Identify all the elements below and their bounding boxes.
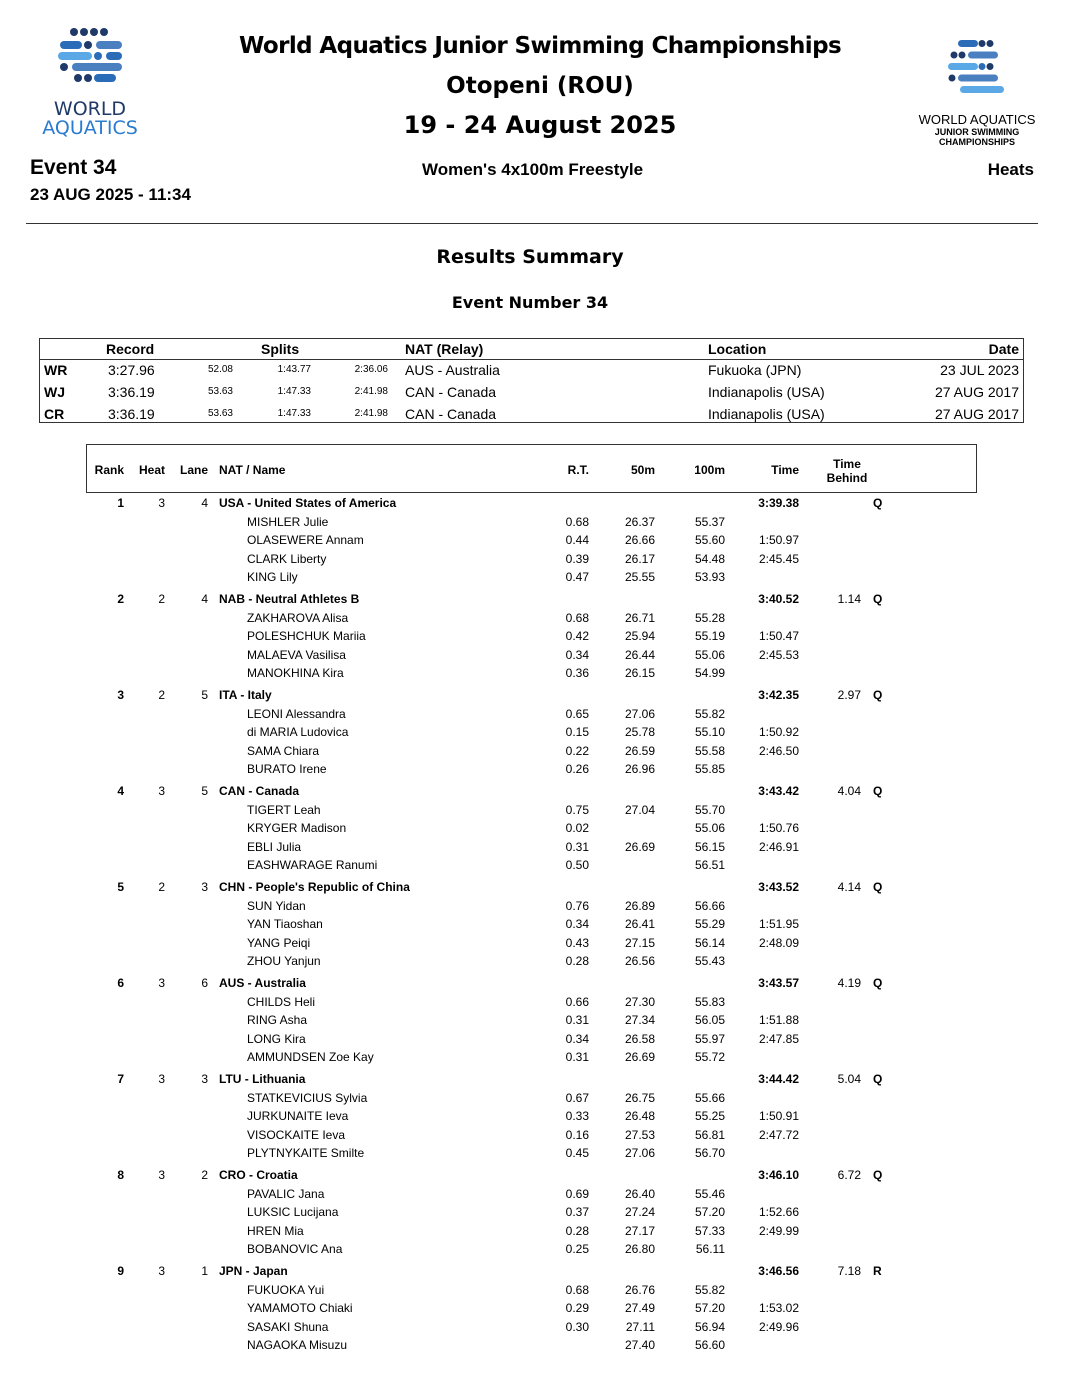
swimmer-cumulative-time: 2:46.91 bbox=[758, 839, 799, 854]
swimmer-rt: 0.31 bbox=[565, 1050, 589, 1065]
record-nat: AUS - Australia bbox=[405, 362, 500, 378]
team-lane: 1 bbox=[201, 1264, 208, 1278]
swimmer-name: BURATO Irene bbox=[247, 762, 327, 777]
swimmer-50m: 27.06 bbox=[624, 1146, 655, 1161]
swimmer-name: YANG Peiqi bbox=[247, 935, 311, 950]
event-name: Women's 4x100m Freestyle bbox=[421, 160, 644, 179]
swimmer-name: PLYTNYKAITE Smilte bbox=[247, 1146, 365, 1161]
swimmer-name: OLASEWERE Annam bbox=[247, 533, 364, 548]
record-split-1: 53.63 bbox=[207, 386, 233, 397]
swimmer-rt: 0.28 bbox=[565, 1223, 589, 1238]
swimmer-50m: 26.76 bbox=[624, 1283, 655, 1297]
junior-championships-logo-icon bbox=[900, 38, 1054, 102]
swimmer-100m: 56.51 bbox=[694, 858, 725, 873]
swimmer-rt: 0.50 bbox=[565, 858, 589, 873]
swimmer-100m: 55.46 bbox=[694, 1187, 725, 1201]
team-rank: 6 bbox=[117, 976, 124, 990]
record-split-1: 52.08 bbox=[207, 364, 233, 375]
swimmer-name: PAVALIC Jana bbox=[247, 1187, 325, 1201]
swimmer-100m: 55.85 bbox=[694, 762, 725, 777]
swimmer-50m: 27.24 bbox=[624, 1205, 655, 1220]
team-heat: 3 bbox=[158, 976, 165, 990]
team-nat: CRO - Croatia bbox=[219, 1168, 298, 1182]
record-location: Indianapolis (USA) bbox=[708, 384, 825, 400]
swimmer-50m: 26.17 bbox=[624, 551, 655, 566]
swimmer-name: CHILDS Heli bbox=[247, 995, 316, 1009]
swimmer-100m: 56.66 bbox=[694, 899, 725, 913]
swimmer-50m: 26.15 bbox=[624, 666, 655, 681]
world-aquatics-logo-icon bbox=[28, 26, 152, 88]
record-location: Fukuoka (JPN) bbox=[708, 362, 802, 378]
records-header-location: Location bbox=[708, 341, 767, 357]
swimmer-rt: 0.33 bbox=[565, 1109, 589, 1124]
team-time-behind: 6.72 bbox=[837, 1168, 861, 1182]
swimmer-name: STATKEVICIUS Sylvia bbox=[247, 1091, 368, 1105]
records-header-record: Record bbox=[106, 341, 155, 357]
swimmer-50m: 27.06 bbox=[624, 707, 655, 721]
swimmer-cumulative-time: 2:48.09 bbox=[758, 935, 799, 950]
swimmer-rt: 0.36 bbox=[565, 666, 589, 681]
swimmer-cumulative-time: 2:49.96 bbox=[758, 1319, 799, 1334]
logo-word-2: AQUATICS bbox=[42, 117, 138, 139]
championship-title: World Aquatics Junior Swimming Championships bbox=[238, 33, 842, 59]
swimmer-rt: 0.31 bbox=[565, 1013, 589, 1028]
swimmer-rt: 0.26 bbox=[565, 762, 589, 777]
swimmer-rt: 0.34 bbox=[565, 917, 589, 932]
record-date: 27 AUG 2017 bbox=[934, 384, 1019, 400]
record-split-1: 53.63 bbox=[207, 408, 233, 419]
swimmer-50m: 27.30 bbox=[624, 995, 655, 1009]
swimmer-100m: 55.06 bbox=[694, 647, 725, 662]
team-nat: AUS - Australia bbox=[219, 976, 306, 990]
swimmer-cumulative-time: 2:47.85 bbox=[758, 1031, 799, 1046]
swimmer-name: YAMAMOTO Chiaki bbox=[247, 1301, 353, 1316]
record-location: Indianapolis (USA) bbox=[708, 406, 825, 422]
swimmer-100m: 54.99 bbox=[694, 666, 725, 681]
record-nat: CAN - Canada bbox=[405, 406, 497, 422]
swimmer-rt: 0.68 bbox=[565, 611, 589, 625]
swimmer-50m: 27.49 bbox=[624, 1301, 655, 1316]
swimmer-rt: 0.66 bbox=[565, 995, 589, 1009]
swimmer-name: HREN Mia bbox=[247, 1223, 304, 1238]
swimmer-100m: 55.60 bbox=[694, 533, 725, 548]
swimmer-50m: 26.40 bbox=[624, 1187, 655, 1201]
swimmer-cumulative-time: 1:52.66 bbox=[758, 1205, 799, 1220]
swimmer-name: LONG Kira bbox=[247, 1031, 306, 1046]
team-rank: 7 bbox=[117, 1072, 124, 1086]
swimmer-50m: 26.59 bbox=[624, 743, 655, 758]
swimmer-rt: 0.34 bbox=[565, 647, 589, 662]
team-heat: 2 bbox=[158, 592, 165, 606]
results-summary-title: Results Summary bbox=[436, 246, 624, 268]
swimmer-100m: 55.58 bbox=[694, 743, 725, 758]
record-nat: CAN - Canada bbox=[405, 384, 497, 400]
swimmer-rt: 0.22 bbox=[565, 743, 589, 758]
team-rank: 4 bbox=[117, 784, 124, 798]
team-nat: CHN - People's Republic of China bbox=[219, 880, 410, 894]
team-qualifier: Q bbox=[873, 592, 883, 606]
swimmer-name: YAN Tiaoshan bbox=[247, 917, 323, 932]
swimmer-100m: 55.19 bbox=[694, 629, 725, 644]
swimmer-cumulative-time: 1:50.92 bbox=[758, 725, 799, 740]
swimmer-100m: 53.93 bbox=[694, 570, 725, 585]
team-time-behind: 2.97 bbox=[837, 688, 861, 702]
swimmer-name: NAGAOKA Misuzu bbox=[247, 1338, 348, 1353]
records-header-divider bbox=[40, 359, 1024, 360]
swimmer-50m: 27.15 bbox=[624, 935, 655, 950]
team-nat: NAB - Neutral Athletes B bbox=[219, 592, 360, 606]
swimmer-50m: 25.78 bbox=[624, 725, 655, 740]
swimmer-rt: 0.45 bbox=[565, 1146, 589, 1161]
swimmer-name: EBLI Julia bbox=[247, 839, 302, 854]
swimmer-name: KRYGER Madison bbox=[247, 821, 347, 836]
swimmer-name: MANOKHINA Kira bbox=[247, 666, 344, 681]
team-lane: 4 bbox=[201, 496, 208, 510]
swimmer-rt: 0.43 bbox=[565, 935, 589, 950]
swimmer-100m: 56.14 bbox=[694, 935, 725, 950]
team-nat: CAN - Canada bbox=[219, 784, 300, 798]
swimmer-100m: 56.60 bbox=[694, 1338, 725, 1353]
header-rt: R.T. bbox=[567, 463, 589, 477]
team-rank: 2 bbox=[117, 592, 124, 606]
swimmer-50m: 26.66 bbox=[624, 533, 655, 548]
header-time: Time bbox=[771, 463, 799, 477]
swimmer-100m: 56.15 bbox=[694, 839, 725, 854]
swimmer-rt: 0.69 bbox=[565, 1187, 589, 1201]
header-lane: Lane bbox=[179, 463, 208, 477]
swimmer-cumulative-time: 1:51.88 bbox=[758, 1013, 799, 1028]
record-date: 27 AUG 2017 bbox=[934, 406, 1019, 422]
team-nat: USA - United States of America bbox=[219, 496, 397, 510]
team-heat: 3 bbox=[158, 784, 165, 798]
swimmer-50m: 26.89 bbox=[624, 899, 655, 913]
swimmer-cumulative-time: 2:49.99 bbox=[758, 1223, 799, 1238]
team-time-behind: 4.14 bbox=[837, 880, 861, 894]
header-time-behind-2: Behind bbox=[826, 471, 868, 485]
team-time: 3:46.56 bbox=[758, 1264, 799, 1278]
swimmer-100m: 57.20 bbox=[694, 1301, 725, 1316]
swimmer-name: di MARIA Ludovica bbox=[247, 725, 349, 740]
team-heat: 2 bbox=[158, 880, 165, 894]
swimmer-50m: 26.80 bbox=[624, 1242, 655, 1257]
swimmer-name: LEONI Alessandra bbox=[247, 707, 346, 721]
team-time-behind: 1.14 bbox=[837, 592, 861, 606]
team-nat: JPN - Japan bbox=[219, 1264, 288, 1278]
swimmer-100m: 56.11 bbox=[695, 1242, 725, 1257]
record-time: 3:36.19 bbox=[108, 406, 155, 422]
record-code: CR bbox=[44, 406, 65, 422]
swimmer-cumulative-time: 2:45.53 bbox=[758, 647, 799, 662]
swimmer-100m: 56.94 bbox=[694, 1319, 725, 1334]
team-time-behind: 5.04 bbox=[837, 1072, 861, 1086]
team-time-behind: 4.04 bbox=[837, 784, 861, 798]
swimmer-100m: 55.97 bbox=[694, 1031, 725, 1046]
swimmer-50m: 26.69 bbox=[624, 1050, 655, 1065]
swimmer-100m: 56.70 bbox=[694, 1146, 725, 1161]
swimmer-50m: 26.58 bbox=[624, 1031, 655, 1046]
swimmer-name: LUKSIC Lucijana bbox=[247, 1205, 339, 1220]
team-time: 3:43.42 bbox=[758, 784, 799, 798]
swimmer-100m: 54.48 bbox=[694, 551, 725, 566]
team-lane: 6 bbox=[201, 976, 208, 990]
team-qualifier: Q bbox=[873, 784, 883, 798]
swimmer-50m: 27.40 bbox=[624, 1338, 655, 1353]
header-100m: 100m bbox=[694, 463, 725, 477]
swimmer-100m: 55.29 bbox=[694, 917, 725, 932]
record-time: 3:27.96 bbox=[108, 362, 155, 378]
swimmer-50m: 26.75 bbox=[624, 1091, 655, 1105]
team-lane: 4 bbox=[201, 592, 208, 606]
swimmer-50m: 26.96 bbox=[624, 762, 655, 777]
record-split-2: 1:47.33 bbox=[277, 386, 311, 397]
swimmer-100m: 57.33 bbox=[694, 1223, 725, 1238]
swimmer-rt: 0.42 bbox=[565, 629, 589, 644]
swimmer-name: SAMA Chiara bbox=[247, 743, 320, 758]
record-split-3: 2:41.98 bbox=[354, 408, 388, 419]
swimmer-50m: 26.56 bbox=[624, 954, 655, 969]
records-header-date: Date bbox=[988, 341, 1019, 357]
swimmer-50m: 27.34 bbox=[624, 1013, 655, 1028]
team-time: 3:44.42 bbox=[758, 1072, 799, 1086]
event-datetime: 23 AUG 2025 - 11:34 bbox=[30, 185, 191, 204]
team-lane: 5 bbox=[201, 784, 208, 798]
swimmer-rt: 0.28 bbox=[565, 954, 589, 969]
swimmer-50m: 27.17 bbox=[624, 1223, 655, 1238]
header-rank: Rank bbox=[94, 463, 124, 477]
swimmer-100m: 57.20 bbox=[694, 1205, 725, 1220]
team-rank: 8 bbox=[117, 1168, 124, 1182]
swimmer-rt: 0.68 bbox=[565, 1283, 589, 1297]
team-lane: 2 bbox=[201, 1168, 208, 1182]
swimmer-50m: 26.37 bbox=[624, 515, 655, 529]
team-heat: 3 bbox=[158, 496, 165, 510]
record-split-2: 1:43.77 bbox=[277, 364, 311, 375]
swimmer-name: AMMUNDSEN Zoe Kay bbox=[247, 1050, 374, 1065]
swimmer-cumulative-time: 1:50.76 bbox=[758, 821, 799, 836]
team-qualifier: Q bbox=[873, 880, 883, 894]
record-split-3: 2:36.06 bbox=[354, 364, 388, 375]
swimmer-100m: 55.06 bbox=[694, 821, 725, 836]
swimmer-name: MALAEVA Vasilisa bbox=[247, 647, 346, 662]
header-time-behind-1: Time bbox=[833, 457, 861, 471]
swimmer-name: RING Asha bbox=[247, 1013, 308, 1028]
swimmer-100m: 55.66 bbox=[694, 1091, 725, 1105]
swimmer-rt: 0.25 bbox=[565, 1242, 589, 1257]
swimmer-100m: 55.70 bbox=[694, 803, 725, 817]
team-heat: 3 bbox=[158, 1072, 165, 1086]
swimmer-cumulative-time: 2:45.45 bbox=[758, 551, 799, 566]
swimmer-cumulative-time: 1:50.47 bbox=[758, 629, 799, 644]
swimmer-rt: 0.02 bbox=[565, 821, 589, 836]
record-date: 23 JUL 2023 bbox=[940, 362, 1019, 378]
team-heat: 3 bbox=[158, 1168, 165, 1182]
venue-title: Otopeni (ROU) bbox=[446, 73, 634, 99]
swimmer-name: POLESHCHUK Mariia bbox=[247, 629, 366, 644]
swimmer-cumulative-time: 2:47.72 bbox=[758, 1127, 799, 1142]
swimmer-100m: 55.82 bbox=[694, 707, 725, 721]
swimmer-50m: 26.41 bbox=[624, 917, 655, 932]
team-heat: 3 bbox=[158, 1264, 165, 1278]
team-time-behind: 7.18 bbox=[837, 1264, 861, 1278]
swimmer-rt: 0.37 bbox=[565, 1205, 589, 1220]
logo-word-1: WORLD bbox=[53, 98, 127, 120]
swimmer-cumulative-time: 1:50.97 bbox=[758, 533, 799, 548]
team-lane: 3 bbox=[201, 1072, 208, 1086]
swimmer-rt: 0.76 bbox=[565, 899, 589, 913]
team-qualifier: Q bbox=[873, 1168, 883, 1182]
swimmer-100m: 55.82 bbox=[694, 1283, 725, 1297]
team-qualifier: Q bbox=[873, 688, 883, 702]
logo-right-word-1: WORLD AQUATICS bbox=[918, 112, 1036, 127]
event-number-line: Event Number 34 bbox=[451, 293, 609, 312]
swimmer-100m: 55.28 bbox=[694, 611, 725, 625]
swimmer-100m: 55.25 bbox=[694, 1109, 725, 1124]
records-header-nat: NAT (Relay) bbox=[405, 341, 484, 357]
logo-right-word-3: CHAMPIONSHIPS bbox=[938, 137, 1015, 147]
team-heat: 2 bbox=[158, 688, 165, 702]
record-code: WR bbox=[44, 362, 68, 378]
team-time: 3:42.35 bbox=[758, 688, 799, 702]
swimmer-name: TIGERT Leah bbox=[247, 803, 321, 817]
record-split-2: 1:47.33 bbox=[277, 408, 311, 419]
junior-championships-logo bbox=[900, 38, 1054, 148]
event-phase: Heats bbox=[987, 160, 1034, 179]
header-divider bbox=[26, 223, 1038, 224]
team-time-behind: 4.19 bbox=[837, 976, 861, 990]
team-time: 3:43.52 bbox=[758, 880, 799, 894]
team-time: 3:39.38 bbox=[758, 496, 799, 510]
swimmer-100m: 56.81 bbox=[694, 1127, 725, 1142]
swimmer-rt: 0.68 bbox=[565, 515, 589, 529]
swimmer-rt: 0.44 bbox=[565, 533, 589, 548]
swimmer-name: MISHLER Julie bbox=[247, 515, 329, 529]
swimmer-50m: 26.71 bbox=[624, 611, 655, 625]
record-time: 3:36.19 bbox=[108, 384, 155, 400]
record-split-3: 2:41.98 bbox=[354, 386, 388, 397]
team-time: 3:40.52 bbox=[758, 592, 799, 606]
team-rank: 9 bbox=[117, 1264, 124, 1278]
team-qualifier: Q bbox=[873, 1072, 883, 1086]
swimmer-name: BOBANOVIC Ana bbox=[247, 1242, 343, 1257]
header-50m: 50m bbox=[630, 463, 655, 477]
swimmer-cumulative-time: 1:51.95 bbox=[758, 917, 799, 932]
swimmer-rt: 0.75 bbox=[565, 803, 589, 817]
team-nat: ITA - Italy bbox=[219, 688, 272, 702]
swimmer-100m: 55.43 bbox=[694, 954, 725, 969]
team-rank: 3 bbox=[117, 688, 124, 702]
team-lane: 5 bbox=[201, 688, 208, 702]
swimmer-cumulative-time: 2:46.50 bbox=[758, 743, 799, 758]
swimmer-name: VISOCKAITE Ieva bbox=[247, 1127, 346, 1142]
team-rank: 1 bbox=[117, 496, 124, 510]
swimmer-50m: 26.44 bbox=[624, 647, 655, 662]
swimmer-cumulative-time: 1:53.02 bbox=[758, 1301, 799, 1316]
swimmer-100m: 55.10 bbox=[694, 725, 725, 740]
team-time: 3:43.57 bbox=[758, 976, 799, 990]
team-time: 3:46.10 bbox=[758, 1168, 799, 1182]
header-nat-name: NAT / Name bbox=[219, 463, 286, 477]
logo-right-word-2: JUNIOR SWIMMING bbox=[934, 127, 1020, 137]
header-heat: Heat bbox=[138, 463, 165, 477]
world-aquatics-logo bbox=[28, 26, 152, 139]
swimmer-rt: 0.15 bbox=[565, 725, 589, 740]
swimmer-100m: 55.72 bbox=[694, 1050, 725, 1065]
swimmer-100m: 55.37 bbox=[694, 515, 725, 529]
swimmer-rt: 0.29 bbox=[565, 1301, 589, 1316]
swimmer-rt: 0.30 bbox=[565, 1319, 589, 1334]
swimmer-50m: 27.11 bbox=[625, 1319, 655, 1334]
swimmer-name: CLARK Liberty bbox=[247, 551, 327, 566]
swimmer-100m: 56.05 bbox=[694, 1013, 725, 1028]
team-lane: 3 bbox=[201, 880, 208, 894]
team-qualifier: Q bbox=[873, 496, 883, 510]
swimmer-rt: 0.39 bbox=[565, 551, 589, 566]
team-qualifier: Q bbox=[873, 976, 883, 990]
swimmer-name: SUN Yidan bbox=[247, 899, 306, 913]
swimmer-rt: 0.16 bbox=[565, 1127, 589, 1142]
swimmer-rt: 0.67 bbox=[565, 1091, 589, 1105]
swimmer-rt: 0.47 bbox=[565, 570, 589, 585]
swimmer-name: SASAKI Shuna bbox=[247, 1319, 329, 1334]
team-qualifier: R bbox=[873, 1264, 882, 1278]
swimmer-name: KING Lily bbox=[247, 570, 298, 585]
dates-title: 19 - 24 August 2025 bbox=[403, 111, 677, 139]
swimmer-name: ZHOU Yanjun bbox=[247, 954, 321, 969]
swimmer-rt: 0.31 bbox=[565, 839, 589, 854]
swimmer-50m: 25.94 bbox=[624, 629, 655, 644]
event-number: Event 34 bbox=[30, 156, 117, 179]
swimmer-50m: 26.69 bbox=[624, 839, 655, 854]
records-header-splits: Splits bbox=[261, 341, 300, 357]
swimmer-name: EASHWARAGE Ranumi bbox=[247, 858, 378, 873]
swimmer-name: JURKUNAITE Ieva bbox=[247, 1109, 349, 1124]
swimmer-50m: 25.55 bbox=[624, 570, 655, 585]
record-code: WJ bbox=[44, 384, 65, 400]
swimmer-rt: 0.34 bbox=[565, 1031, 589, 1046]
swimmer-rt: 0.65 bbox=[565, 707, 589, 721]
swimmer-name: FUKUOKA Yui bbox=[247, 1283, 325, 1297]
swimmer-name: ZAKHAROVA Alisa bbox=[247, 611, 349, 625]
swimmer-50m: 27.53 bbox=[624, 1127, 655, 1142]
swimmer-50m: 27.04 bbox=[624, 803, 655, 817]
team-rank: 5 bbox=[117, 880, 124, 894]
swimmer-50m: 26.48 bbox=[624, 1109, 655, 1124]
records-table bbox=[39, 338, 1024, 423]
team-nat: LTU - Lithuania bbox=[219, 1072, 306, 1086]
swimmer-cumulative-time: 1:50.91 bbox=[758, 1109, 799, 1124]
swimmer-100m: 55.83 bbox=[694, 995, 725, 1009]
